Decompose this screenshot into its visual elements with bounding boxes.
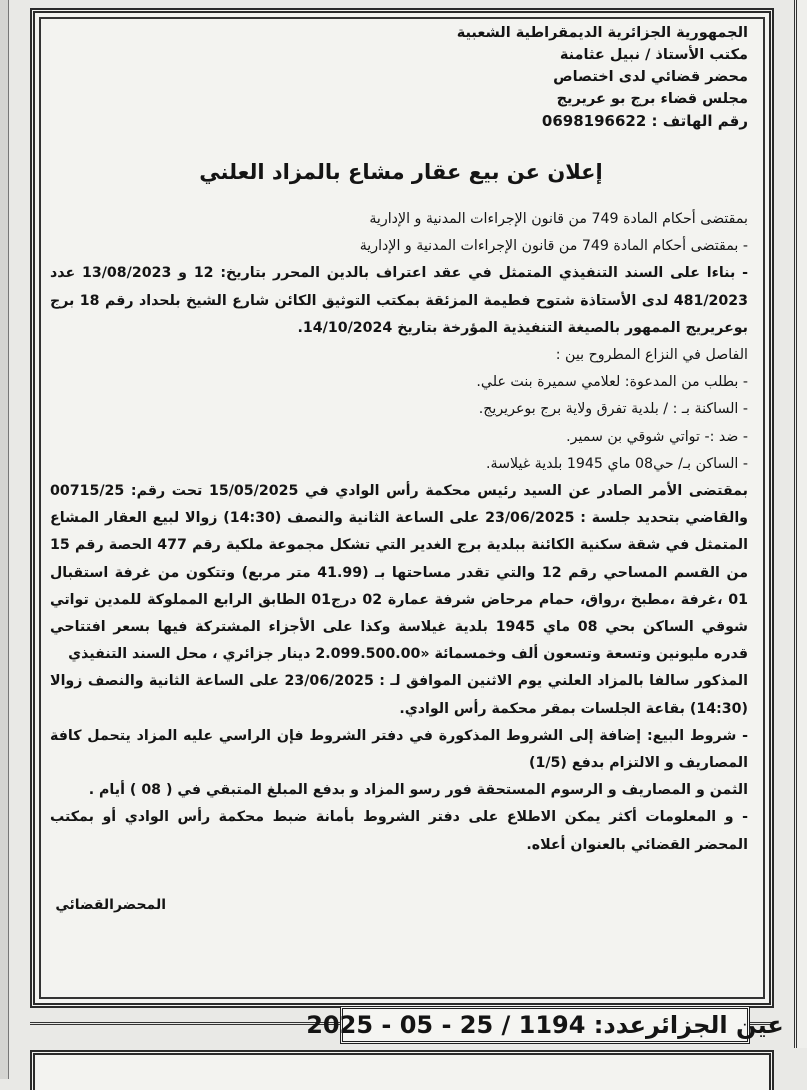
letterhead bbox=[46, 22, 756, 132]
letterhead-phone: رقم الهاتف : 0698196622 bbox=[541, 112, 748, 130]
paragraph-information: - و المعلومات أكثر يمكن الاطلاع على دفتر الشروط بأمانة ضبط محكمة رأس الوادي أو بمكتب المحضر القضائي بالعنوان أعلاه. bbox=[50, 809, 748, 853]
footer-rule-left bbox=[30, 1022, 340, 1025]
paragraph-legal-basis-1: بمقتضى أحكام المادة 749 من قانون الإجراءات المدنية و الإدارية bbox=[369, 211, 748, 227]
letterhead-republic: الجمهورية الجزائرية الديمقراطية الشعبية bbox=[456, 25, 748, 41]
announcement-content bbox=[46, 22, 756, 982]
paragraph-plaintiff: - بطلب من المدعوة: لعلامي سميرة بنت علي. bbox=[476, 374, 748, 391]
letterhead-office: مكتب الأستاذ / نبيل عثامنة bbox=[559, 47, 748, 63]
next-announcement-frame bbox=[30, 1050, 774, 1090]
paragraph-executive-title: - بناءا على السند التنفيذي المتمثل في عقد اعتراف بالدين المحرر بتاريخ: 12 و 13/08/2023 عدد 481/2023 لدى الأستاذة شتوح فطيمة المزئقة بمكتب التوثيق الكائن شارع الشيخ بلحداد رقم 18 برج بوعريريج الممهور بالصيغة التنفيذية المؤرخة بتاريخ 14/10/2024. bbox=[50, 265, 749, 336]
adjacent-column-edge-right bbox=[794, 0, 807, 1048]
paragraph-dispute: الفاصل في النزاع المطروح بين : bbox=[555, 347, 748, 364]
signature: المحضرالقضائي bbox=[55, 896, 166, 913]
issue-footer: عين الجزائرعدد: 1194 / 25 - 05 - 2025 bbox=[340, 1006, 750, 1044]
paragraph-auction-date: المذكور سالفا بالمزاد العلني يوم الاثنين الموافق لـ : 23/06/2025 على الساعة الثانية والنصف زوالا (14:30) بقاعة الجلسات بمقر محكمة رأس الوادي. bbox=[50, 673, 748, 717]
paragraph-sale-conditions: - شروط البيع: إضافة إلى الشروط المذكورة في دفتر الشروط فإن الراسي عليه المزاد يتحمل كافة المصاريف و الالتزام بدفع (1/5) bbox=[50, 727, 748, 772]
adjacent-column-edge-left bbox=[0, 0, 9, 1079]
paragraph-defendant: - ضد :- تواتي شوقي بن سمير. bbox=[566, 428, 748, 445]
paragraph-defendant-address: - الساكن بـ/ حي08 ماي 1945 بلدية غيلاسة. bbox=[486, 455, 748, 472]
paragraph-plaintiff-address: - الساكنة بـ : / بلدية تفرق ولاية برج بوعريريج. bbox=[478, 401, 748, 418]
letterhead-role: محضر قضائي لدى اختصاص bbox=[553, 69, 748, 85]
paragraph-payment: الثمن و المصاريف و الرسوم المستحقة فور رسو المزاد و بدفع المبلغ المتبقي في ( 08 ) أيام . bbox=[88, 782, 748, 799]
letterhead-court: مجلس قضاء برج بو عريريج bbox=[556, 91, 748, 107]
announcement-title: إعلان عن بيع عقار مشاع بالمزاد العلني bbox=[199, 160, 603, 184]
announcement-body bbox=[46, 206, 756, 859]
paragraph-legal-basis-2: - بمقتضى أحكام المادة 749 من قانون الإجراءات المدنية و الإدارية bbox=[359, 238, 748, 255]
paragraph-court-order: بمقتضى الأمر الصادر عن السيد رئيس محكمة رأس الوادي في 15/05/2025 تحت رقم: 00715/25 والقاضي بتحديد جلسة : 23/06/2025 على الساعة الثانية والنصف (14:30) زوالا لبيع العقار المشاع المتمثل في شقة سكنية الكائنة ببلدية برج الغدير التي تشكل مجموعة ملكية رقم 477 الحصة رقم 15 من القسم المساحي رقم 12 والتي تقدر مساحتها بـ (41.99 متر مربع) وتتكون من غرفة استقبال 01 ،غرفة ،مطبخ ،رواق، حمام مرحاض شرفة عمارة 02 درج01 الطابق الرابع المملوكة للمدين تواتي شوقي الساكن بحي 08 ماي 1945 بلدية غيلاسة وكذا على الأجزاء المشتركة فيها بسعر افتتاحي قدره مليونين وتسعة وتسعون ألف وخمسمائة «2.099.500.00 دينار جزائري ، محل السند التنفيذي bbox=[50, 483, 748, 663]
